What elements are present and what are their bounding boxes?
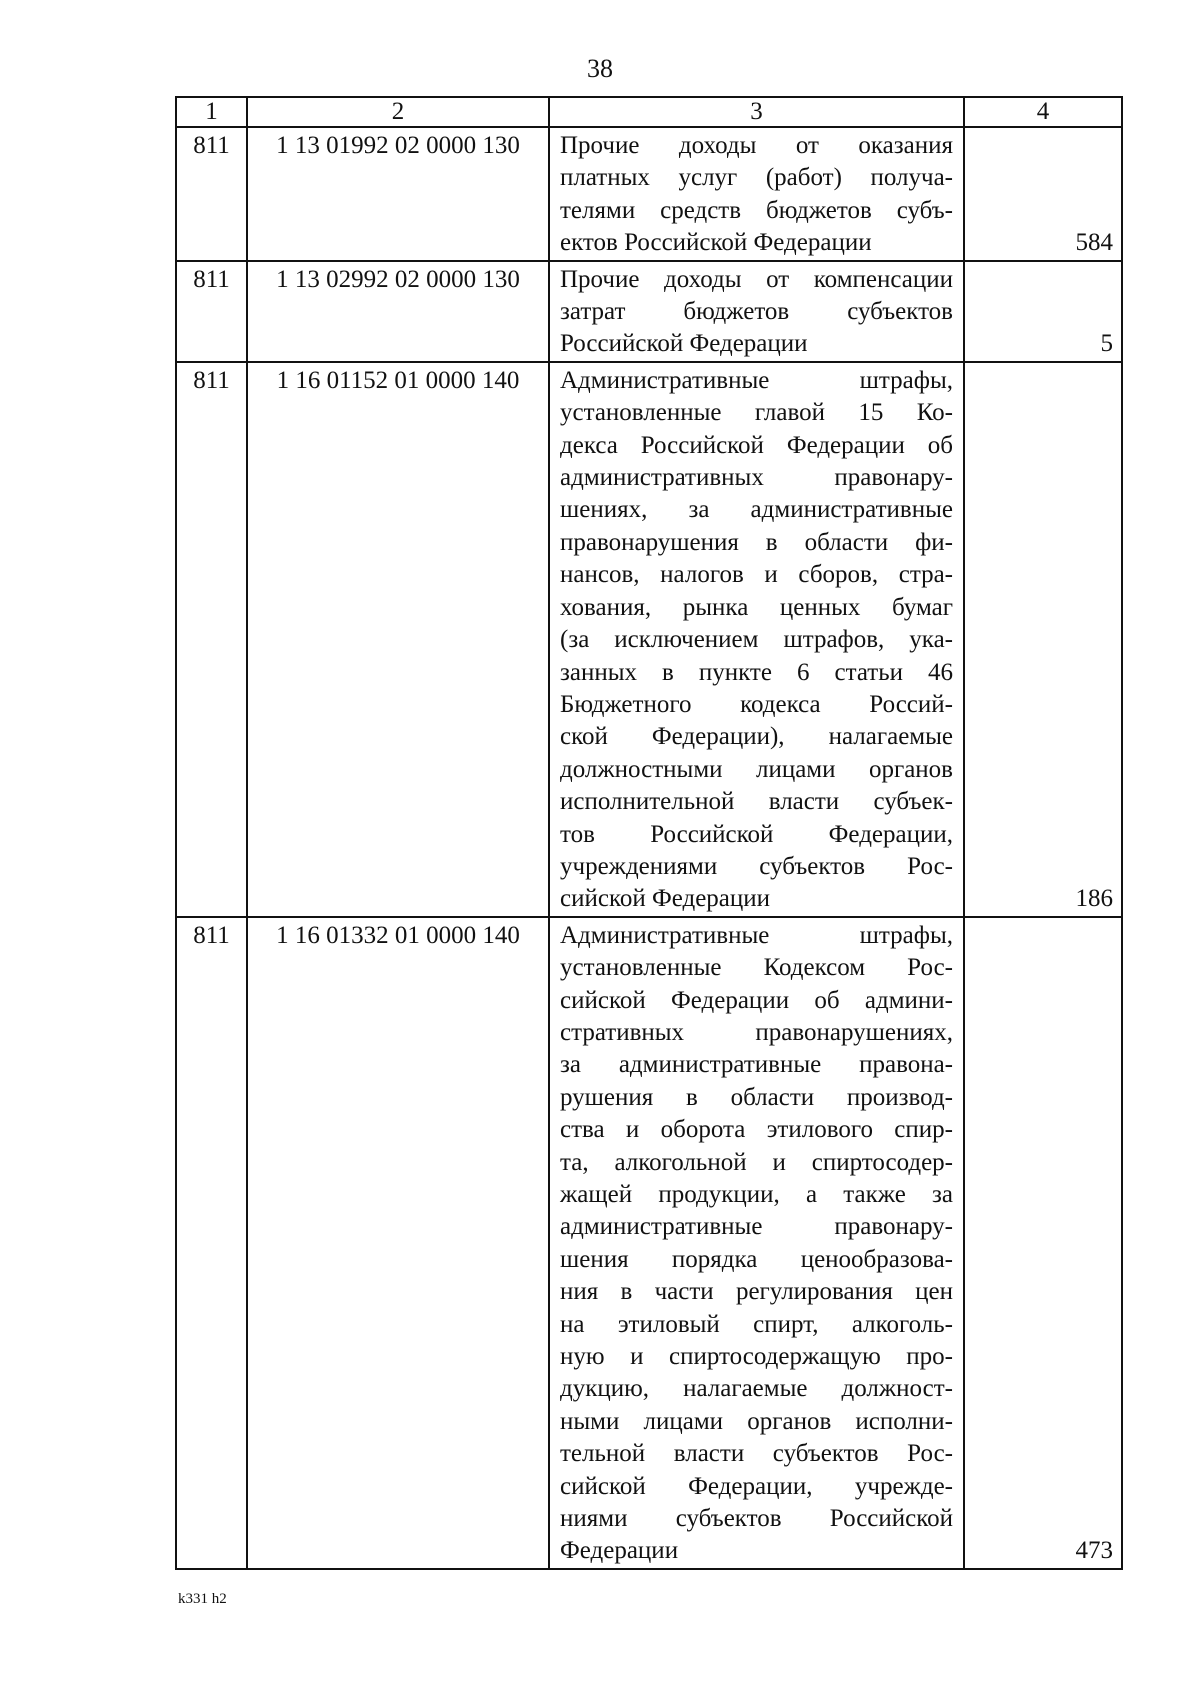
description-line: ства и оборота этилового спир- <box>560 1116 953 1144</box>
description-cell <box>549 127 964 261</box>
description-line: стративных правонарушениях, <box>560 1018 953 1046</box>
description-cell <box>549 917 964 1569</box>
description-line: тов Российской Федерации, <box>560 820 953 848</box>
description-line: шения порядка ценообразова- <box>560 1245 953 1273</box>
description-line: административные правонару- <box>560 1213 953 1241</box>
description-line: затрат бюджетов субъектов <box>560 298 953 326</box>
description-line: сийской Федерации, учрежде- <box>560 1472 953 1500</box>
description-line: Российской Федерации <box>560 330 808 358</box>
amount-cell: 186 <box>964 362 1122 917</box>
description-line: должностными лицами органов <box>560 755 953 783</box>
admin-code-cell: 811 <box>176 127 247 261</box>
revenue-table <box>175 96 1123 1570</box>
description-line: дукцию, налагаемые должност- <box>560 1375 953 1403</box>
table-row <box>176 127 1122 261</box>
description-cell <box>549 261 964 362</box>
description-line: ской Федерации), налагаемые <box>560 723 953 751</box>
table-header-row <box>176 97 1122 127</box>
description-line: хования, рынка ценных бумаг <box>560 593 953 621</box>
description-line: установленные Кодексом Рос- <box>560 954 953 982</box>
description-line: установленные главой 15 Ко- <box>560 399 953 427</box>
description-line: Федерации <box>560 1537 679 1565</box>
description-line: телями средств бюджетов субъ- <box>560 196 953 224</box>
description-line: ными лицами органов исполни- <box>560 1407 953 1435</box>
table-row <box>176 261 1122 362</box>
document-code: k331 h2 <box>178 1591 227 1607</box>
description-line: правонарушения в области фи- <box>560 528 953 556</box>
description-line: Административные штрафы, <box>560 366 953 394</box>
description-line: Прочие доходы от компенсации <box>560 265 953 293</box>
description-line: ную и спиртосодержащую про- <box>560 1343 953 1371</box>
table-row <box>176 917 1122 1569</box>
column-header-4: 4 <box>964 97 1122 127</box>
description-line: на этиловый спирт, алкоголь- <box>560 1310 953 1338</box>
amount-cell: 473 <box>964 917 1122 1569</box>
description-line: та, алкогольной и спиртосодер- <box>560 1148 953 1176</box>
description-line: декса Российской Федерации об <box>560 431 953 459</box>
table-row <box>176 362 1122 917</box>
admin-code-cell: 811 <box>176 917 247 1569</box>
description-line: административных правонару- <box>560 464 953 492</box>
description-line: Бюджетного кодекса Россий- <box>560 690 953 718</box>
budget-code-cell: 1 13 02992 02 0000 130 <box>247 261 549 362</box>
description-line: платных услуг (работ) получа- <box>560 164 953 192</box>
admin-code-cell: 811 <box>176 261 247 362</box>
description-cell <box>549 362 964 917</box>
budget-code-cell: 1 13 01992 02 0000 130 <box>247 127 549 261</box>
amount-cell: 584 <box>964 127 1122 261</box>
description-line: сийской Федерации об админи- <box>560 986 953 1014</box>
description-line: ектов Российской Федерации <box>560 229 872 257</box>
description-line: за административные правона- <box>560 1051 953 1079</box>
description-line: Административные штрафы, <box>560 921 953 949</box>
budget-code-cell: 1 16 01152 01 0000 140 <box>247 362 549 917</box>
description-line: ниями субъектов Российской <box>560 1505 953 1533</box>
column-header-1: 1 <box>176 97 247 127</box>
description-line: исполнительной власти субъек- <box>560 788 953 816</box>
description-line: нансов, налогов и сборов, стра- <box>560 561 953 589</box>
description-line: шениях, за административные <box>560 496 953 524</box>
description-line: тельной власти субъектов Рос- <box>560 1440 953 1468</box>
description-line: жащей продукции, а также за <box>560 1181 953 1208</box>
budget-code-cell: 1 16 01332 01 0000 140 <box>247 917 549 1569</box>
description-line: рушения в области производ- <box>560 1083 953 1111</box>
description-line: (за исключением штрафов, ука- <box>560 626 953 654</box>
amount-cell: 5 <box>964 261 1122 362</box>
admin-code-cell: 811 <box>176 362 247 917</box>
column-header-3: 3 <box>549 97 964 127</box>
description-line: сийской Федерации <box>560 885 771 913</box>
description-line: занных в пункте 6 статьи 46 <box>560 658 953 686</box>
description-line: учреждениями субъектов Рос- <box>560 852 953 880</box>
page-number: 38 <box>587 54 613 83</box>
column-header-2: 2 <box>247 97 549 127</box>
description-line: ния в части регулирования цен <box>560 1278 953 1306</box>
description-line: Прочие доходы от оказания <box>560 132 953 159</box>
